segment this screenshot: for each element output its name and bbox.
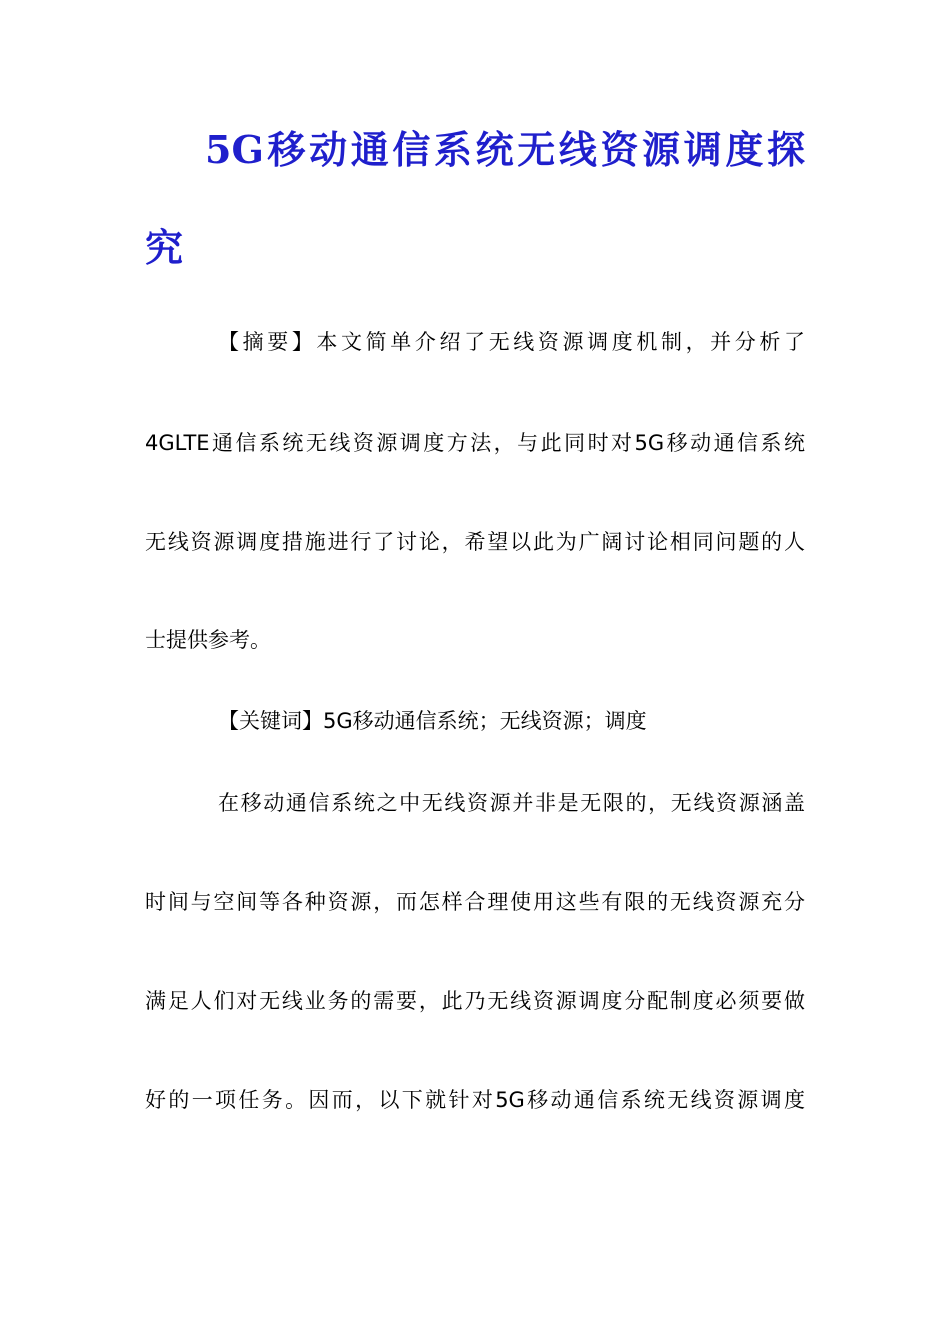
abstract-line-4: 士提供参考。 bbox=[145, 628, 271, 652]
abstract-line-1: 【摘要】本文简单介绍了无线资源调度机制，并分析了 bbox=[218, 330, 805, 354]
paragraph-1-line-2: 时间与空间等各种资源，而怎样合理使用这些有限的无线资源充分 bbox=[145, 890, 805, 914]
keywords-line: 【关键词】5G移动通信系统；无线资源；调度 bbox=[218, 709, 647, 733]
paragraph-1-line-4: 好的一项任务。因而，以下就针对5G移动通信系统无线资源调度 bbox=[145, 1088, 805, 1112]
paragraph-1-line-3: 满足人们对无线业务的需要，此乃无线资源调度分配制度必须要做 bbox=[145, 989, 805, 1013]
document-title-line-1: 5G移动通信系统无线资源调度探 bbox=[205, 127, 805, 172]
paragraph-1-line-1: 在移动通信系统之中无线资源并非是无限的，无线资源涵盖 bbox=[218, 791, 805, 815]
document-title-line-2: 究 bbox=[145, 225, 184, 270]
abstract-line-2: 4GLTE通信系统无线资源调度方法，与此同时对5G移动通信系统 bbox=[145, 431, 805, 455]
abstract-line-3: 无线资源调度措施进行了讨论，希望以此为广阔讨论相同问题的人 bbox=[145, 530, 805, 554]
